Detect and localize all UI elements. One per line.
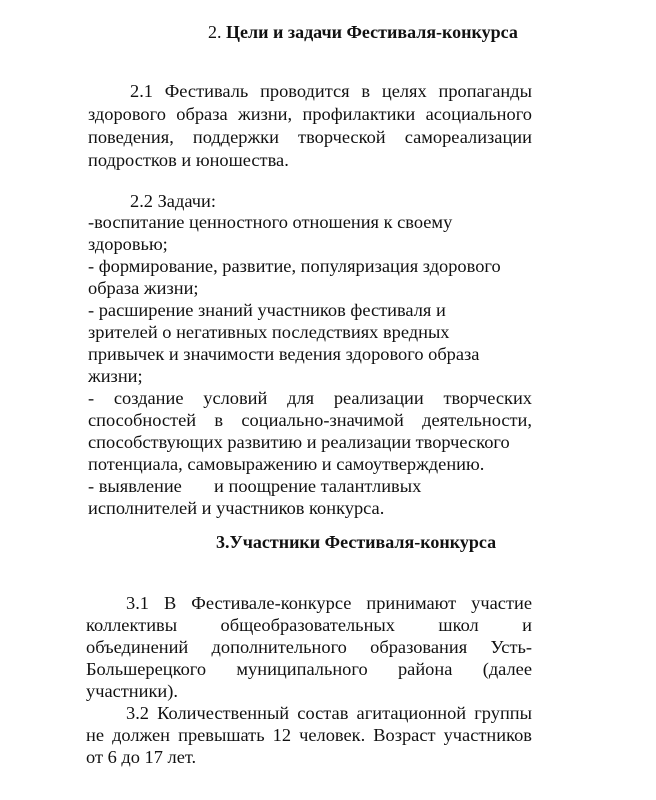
paragraph-3-2-line-1: 3.2 Количественный состав агитационной группы: [126, 703, 532, 723]
paragraph-3-1-line-1: 3.1 В Фестивале-конкурсе принимают участие: [126, 593, 532, 613]
paragraph-3-2-line-2: не должен превышать 12 человек. Возраст участников: [86, 725, 532, 745]
task-line: - выявление и поощрение талантливых: [88, 476, 422, 496]
task-line: -воспитание ценностного отношения к своему: [88, 212, 453, 232]
paragraph-2-1-line-4: подростков и юношества.: [88, 150, 289, 170]
task-line: исполнителей и участников конкурса.: [88, 498, 385, 518]
paragraph-2-2-heading: 2.2 Задачи:: [130, 191, 216, 211]
task-line: - создание условий для реализации творческих: [88, 388, 532, 408]
task-line: образа жизни;: [88, 278, 199, 298]
paragraph-3-1-line-5: участники).: [86, 681, 178, 701]
task-line: жизни;: [88, 366, 143, 386]
task-line: потенциала, самовыражению и самоутверждению.: [88, 454, 485, 474]
paragraph-2-1-line-2: здорового образа жизни, профилактики асоциального: [88, 104, 532, 124]
task-line: - расширение знаний участников фестиваля и: [88, 300, 446, 320]
task-line: здоровью;: [88, 234, 168, 254]
section-2-heading: [208, 20, 518, 44]
section-2-title: Цели и задачи Фестиваля-конкурса: [226, 22, 518, 42]
task-line: привычек и значимости ведения здорового образа: [88, 344, 480, 364]
task-line: способностей в социально-значимой деятельности,: [88, 410, 532, 430]
task-line: зрителей о негативных последствиях вредных: [88, 322, 450, 342]
paragraph-3-1-line-4: Большерецкого муниципального района (далее: [86, 659, 532, 679]
section-3-title: 3.Участники Фестиваля-конкурса: [216, 532, 497, 552]
paragraph-3-1-line-3: объединений дополнительного образования Усть-: [86, 637, 532, 657]
paragraph-3-2-line-3: от 6 до 17 лет.: [86, 747, 197, 767]
paragraph-3-1-line-2: коллективы общеобразовательных школ и: [86, 615, 532, 635]
section-3-heading: [216, 530, 496, 554]
task-line: - формирование, развитие, популяризация здорового: [88, 256, 501, 276]
task-line: способствующих развитию и реализации творческого: [88, 432, 510, 452]
paragraph-2-1-line-3: поведения, поддержки творческой самореализации: [88, 127, 532, 147]
paragraph-2-1-line-1: 2.1 Фестиваль проводится в целях пропаганды: [130, 81, 532, 101]
section-2-number: 2.: [208, 22, 222, 42]
